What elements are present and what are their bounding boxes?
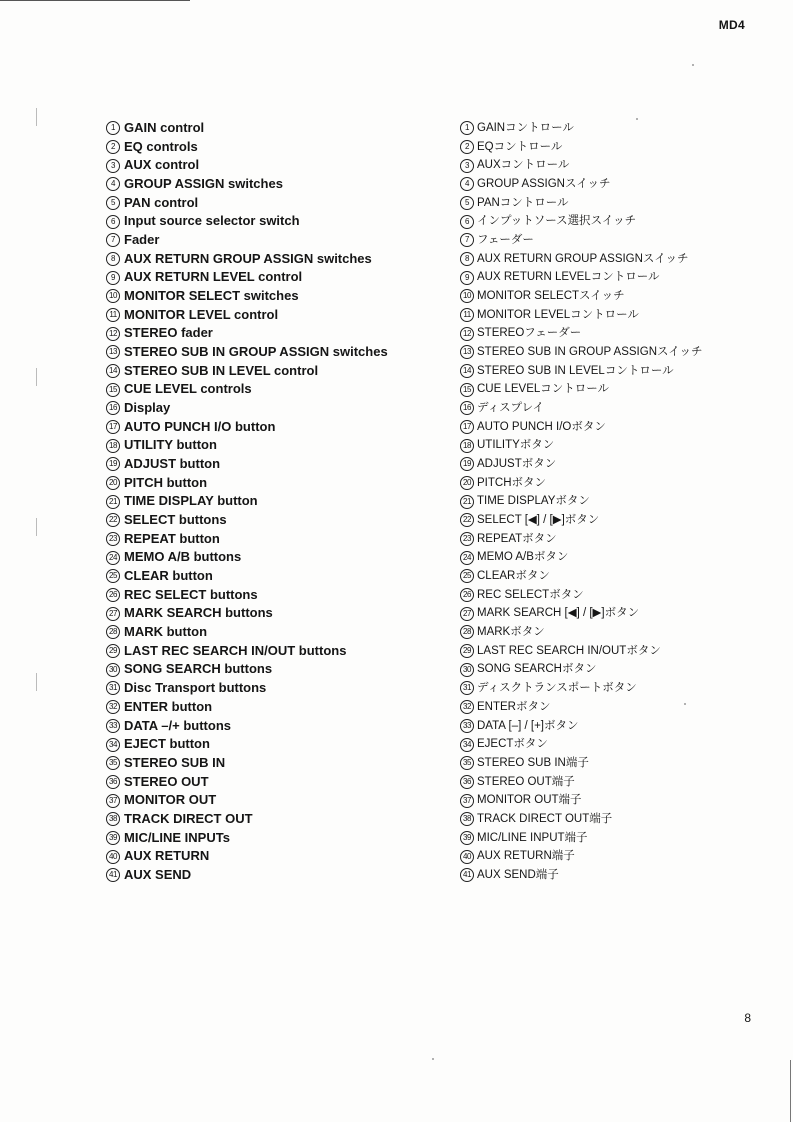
item-number: 28 (106, 625, 120, 639)
list-item (106, 623, 446, 642)
item-label: DATA [–] / [+]ボタン (477, 719, 579, 732)
item-label: Fader (124, 232, 160, 248)
item-number: 23 (460, 532, 474, 546)
item-number: 9 (460, 271, 474, 285)
list-item (460, 306, 750, 325)
item-label: AUX RETURN LEVEL control (124, 269, 303, 285)
item-number: 38 (106, 812, 120, 826)
item-label: MONITOR SELECTスイッチ (477, 290, 625, 303)
list-item (106, 660, 446, 679)
item-label: MONITOR LEVELコントロール (477, 308, 639, 321)
list-item (460, 623, 750, 642)
list-item (460, 343, 750, 362)
item-label: MIC/LINE INPUTs (124, 829, 230, 845)
list-item (106, 773, 446, 792)
list-item (460, 717, 750, 736)
list-item (106, 343, 446, 362)
item-number: 8 (460, 252, 474, 266)
item-label: CLEARボタン (477, 570, 550, 583)
item-label: AUX SEND端子 (477, 868, 559, 881)
item-number: 21 (460, 495, 474, 509)
list-item (460, 754, 750, 773)
item-number: 20 (106, 476, 120, 490)
item-number: 29 (460, 644, 474, 658)
item-number: 41 (460, 868, 474, 882)
item-number: 9 (106, 271, 120, 285)
item-label: EJECT button (124, 736, 210, 752)
list-item (460, 810, 750, 829)
margin-mark (36, 673, 39, 691)
item-label: ディスプレイ (477, 402, 545, 415)
list-item (460, 866, 750, 885)
list-item (460, 604, 750, 623)
item-number: 15 (106, 383, 120, 397)
item-number: 36 (460, 775, 474, 789)
item-label: EQ controls (124, 138, 198, 154)
item-label: TRACK DIRECT OUT端子 (477, 812, 613, 825)
item-number: 26 (460, 588, 474, 602)
list-item (460, 418, 750, 437)
item-label: CUE LEVELコントロール (477, 383, 610, 396)
item-label: フェーダー (477, 234, 534, 247)
list-item (106, 119, 446, 138)
list-item (106, 492, 446, 511)
item-label: TRACK DIRECT OUT (124, 810, 253, 826)
item-number: 22 (460, 513, 474, 527)
list-item (460, 698, 750, 717)
top-rule (0, 0, 190, 1)
item-number: 40 (460, 850, 474, 864)
list-item (460, 567, 750, 586)
item-number: 7 (106, 233, 120, 247)
list-item (460, 455, 750, 474)
item-number: 39 (106, 831, 120, 845)
item-label: ENTER button (124, 698, 213, 714)
item-number: 14 (106, 364, 120, 378)
item-number: 18 (106, 439, 120, 453)
item-label: GAIN control (124, 120, 205, 135)
item-number: 3 (460, 159, 474, 173)
list-item (106, 717, 446, 736)
list-item (106, 735, 446, 754)
item-number: 31 (460, 681, 474, 695)
list-item (460, 212, 750, 231)
item-number: 12 (106, 327, 120, 341)
item-label: SONG SEARCH buttons (124, 661, 273, 677)
item-label: ディスクトランスポートボタン (477, 682, 637, 695)
item-label: MONITOR OUT (124, 792, 217, 808)
item-label: STEREO OUT端子 (477, 775, 575, 788)
item-label: Input source selector switch (124, 213, 300, 229)
item-label: REPEAT button (124, 530, 220, 546)
item-number: 6 (106, 215, 120, 229)
list-item (106, 175, 446, 194)
item-number: 1 (460, 121, 474, 135)
item-label: MARKボタン (477, 626, 545, 639)
model-name: MD4 (718, 18, 745, 32)
list-item (460, 492, 750, 511)
item-number: 21 (106, 495, 120, 509)
item-number: 14 (460, 364, 474, 378)
list-item (460, 791, 750, 810)
item-number: 40 (106, 850, 120, 864)
list-item (106, 231, 446, 250)
list-item (460, 436, 750, 455)
list-item (460, 287, 750, 306)
item-label: PITCHボタン (477, 476, 546, 489)
parts-list-japanese (460, 119, 750, 885)
list-item (460, 138, 750, 157)
list-item (460, 548, 750, 567)
item-label: PAN control (124, 194, 199, 210)
item-label: CLEAR button (124, 568, 213, 584)
item-number: 17 (460, 420, 474, 434)
list-item (106, 754, 446, 773)
list-item (460, 773, 750, 792)
list-item (106, 212, 446, 231)
item-label: Disc Transport buttons (124, 680, 267, 696)
item-label: GROUP ASSIGNスイッチ (477, 178, 611, 191)
item-label: TIME DISPLAYボタン (477, 495, 590, 508)
item-label: LAST REC SEARCH IN/OUTボタン (477, 644, 661, 657)
list-item (106, 586, 446, 605)
list-item (106, 306, 446, 325)
list-item (106, 604, 446, 623)
item-label: STEREO SUB IN端子 (477, 756, 589, 769)
list-item (460, 194, 750, 213)
item-number: 36 (106, 775, 120, 789)
item-number: 7 (460, 233, 474, 247)
item-number: 4 (460, 177, 474, 191)
list-item (106, 436, 446, 455)
item-label: DATA –/+ buttons (124, 717, 232, 733)
item-number: 19 (106, 457, 120, 471)
item-number: 5 (106, 196, 120, 210)
item-label: MONITOR LEVEL control (124, 306, 279, 322)
item-label: Display (124, 400, 171, 416)
item-number: 29 (106, 644, 120, 658)
list-item (106, 642, 446, 661)
list-item (106, 138, 446, 157)
right-edge-rule (790, 1060, 791, 1122)
list-item (460, 474, 750, 493)
item-label: EJECTボタン (477, 738, 548, 751)
item-number: 4 (106, 177, 120, 191)
list-item (460, 735, 750, 754)
item-label: STEREO SUB IN LEVELコントロール (477, 364, 674, 377)
item-number: 32 (106, 700, 120, 714)
item-label: CUE LEVEL controls (124, 381, 252, 397)
item-label: GROUP ASSIGN switches (124, 176, 283, 192)
margin-mark (36, 368, 39, 386)
list-item (460, 660, 750, 679)
list-item (106, 530, 446, 549)
item-number: 34 (460, 738, 474, 752)
item-label: REC SELECT buttons (124, 586, 258, 602)
item-number: 33 (460, 719, 474, 733)
item-label: GAINコントロール (477, 122, 574, 134)
margin-mark (36, 518, 39, 536)
item-label: MARK button (124, 624, 208, 640)
list-item (460, 156, 750, 175)
item-label: STEREO OUT (124, 773, 209, 789)
list-item (106, 810, 446, 829)
item-label: AUX SEND (124, 866, 192, 882)
item-number: 19 (460, 457, 474, 471)
item-number: 11 (106, 308, 120, 322)
item-number: 32 (460, 700, 474, 714)
item-number: 27 (460, 607, 474, 621)
item-number: 23 (106, 532, 120, 546)
list-item (106, 455, 446, 474)
item-label: UTILITYボタン (477, 439, 555, 452)
item-number: 13 (460, 345, 474, 359)
list-item (106, 511, 446, 530)
item-number: 2 (460, 140, 474, 154)
item-label: インプットソース選択スイッチ (477, 215, 637, 228)
item-label: AUXコントロール (477, 159, 570, 172)
item-number: 30 (106, 663, 120, 677)
item-label: LAST REC SEARCH IN/OUT buttons (124, 642, 347, 658)
list-item (106, 866, 446, 885)
item-number: 18 (460, 439, 474, 453)
list-item (106, 567, 446, 586)
list-item (460, 268, 750, 287)
list-item (106, 362, 446, 381)
item-number: 33 (106, 719, 120, 733)
list-item (106, 698, 446, 717)
item-number: 5 (460, 196, 474, 210)
list-item (460, 586, 750, 605)
item-number: 24 (460, 551, 474, 565)
item-label: MARK SEARCH [◀] / [▶]ボタン (477, 607, 640, 620)
item-number: 24 (106, 551, 120, 565)
item-label: STEREO fader (124, 325, 213, 341)
item-number: 37 (460, 794, 474, 808)
item-number: 30 (460, 663, 474, 677)
item-label: STEREO SUB IN (124, 754, 226, 770)
item-number: 35 (106, 756, 120, 770)
item-number: 39 (460, 831, 474, 845)
item-number: 25 (460, 569, 474, 583)
list-item (460, 175, 750, 194)
item-number: 27 (106, 607, 120, 621)
item-number: 17 (106, 420, 120, 434)
item-label: SELECT buttons (124, 512, 227, 528)
item-number: 2 (106, 140, 120, 154)
item-number: 13 (106, 345, 120, 359)
list-item (460, 679, 750, 698)
list-item (106, 194, 446, 213)
list-item (106, 474, 446, 493)
item-label: STEREO SUB IN GROUP ASSIGNスイッチ (477, 346, 703, 359)
list-item (460, 399, 750, 418)
list-item (460, 324, 750, 343)
item-number: 35 (460, 756, 474, 770)
list-item (460, 642, 750, 661)
list-item (106, 418, 446, 437)
item-number: 41 (106, 868, 120, 882)
item-label: PANコントロール (477, 196, 569, 209)
list-item (460, 530, 750, 549)
page-number: 8 (744, 1011, 751, 1025)
item-number: 8 (106, 252, 120, 266)
list-item (106, 829, 446, 848)
list-item (460, 250, 750, 269)
list-item (106, 399, 446, 418)
list-item (106, 268, 446, 287)
item-label: ADJUST button (124, 456, 221, 472)
item-label: UTILITY button (124, 437, 217, 453)
item-number: 34 (106, 738, 120, 752)
item-label: MEMO A/Bボタン (477, 551, 569, 564)
list-item (106, 156, 446, 175)
list-item (106, 791, 446, 810)
item-label: STEREO SUB IN GROUP ASSIGN switches (124, 344, 388, 360)
item-label: MONITOR SELECT switches (124, 288, 299, 304)
item-label: MIC/LINE INPUT端子 (477, 831, 588, 844)
item-number: 12 (460, 327, 474, 341)
parts-list-english (106, 119, 446, 885)
scan-speck (692, 64, 694, 66)
list-item (460, 119, 750, 138)
item-number: 16 (106, 401, 120, 415)
item-label: REPEATボタン (477, 532, 557, 545)
item-label: SONG SEARCHボタン (477, 663, 597, 676)
item-number: 37 (106, 794, 120, 808)
item-number: 3 (106, 159, 120, 173)
item-number: 20 (460, 476, 474, 490)
item-number: 28 (460, 625, 474, 639)
scan-speck (432, 1058, 434, 1060)
item-label: STEREOフェーダー (477, 327, 582, 340)
list-item (460, 362, 750, 381)
item-number: 38 (460, 812, 474, 826)
item-label: TIME DISPLAY button (124, 493, 258, 509)
item-label: EQコントロール (477, 140, 563, 153)
item-number: 6 (460, 215, 474, 229)
item-label: SELECT [◀] / [▶]ボタン (477, 514, 600, 527)
list-item (460, 511, 750, 530)
list-item (460, 829, 750, 848)
item-label: AUX RETURN GROUP ASSIGN switches (124, 250, 372, 266)
item-label: MARK SEARCH buttons (124, 605, 273, 621)
list-item (106, 679, 446, 698)
item-number: 15 (460, 383, 474, 397)
item-number: 26 (106, 588, 120, 602)
list-item (106, 548, 446, 567)
item-label: AUTO PUNCH I/Oボタン (477, 420, 606, 433)
item-label: STEREO SUB IN LEVEL control (124, 362, 319, 378)
item-number: 16 (460, 401, 474, 415)
item-number: 1 (106, 121, 120, 135)
item-label: AUX RETURN (124, 848, 210, 864)
list-item (460, 231, 750, 250)
item-label: AUX control (124, 157, 200, 173)
item-label: AUTO PUNCH I/O button (124, 418, 276, 434)
list-item (106, 250, 446, 269)
item-label: REC SELECTボタン (477, 588, 584, 601)
item-number: 25 (106, 569, 120, 583)
item-number: 22 (106, 513, 120, 527)
item-label: PITCH button (124, 474, 208, 490)
list-item (460, 847, 750, 866)
item-label: AUX RETURN LEVELコントロール (477, 271, 660, 284)
list-item (106, 847, 446, 866)
list-item (460, 380, 750, 399)
item-number: 31 (106, 681, 120, 695)
item-number: 10 (460, 289, 474, 303)
list-item (106, 324, 446, 343)
item-label: MONITOR OUT端子 (477, 794, 582, 807)
margin-mark (36, 108, 39, 126)
item-label: ADJUSTボタン (477, 458, 557, 471)
item-label: AUX RETURN GROUP ASSIGNスイッチ (477, 252, 689, 265)
item-number: 10 (106, 289, 120, 303)
item-label: MEMO A/B buttons (124, 549, 242, 565)
item-label: ENTERボタン (477, 700, 551, 713)
list-item (106, 287, 446, 306)
item-number: 11 (460, 308, 474, 322)
item-label: AUX RETURN端子 (477, 850, 575, 863)
list-item (106, 380, 446, 399)
